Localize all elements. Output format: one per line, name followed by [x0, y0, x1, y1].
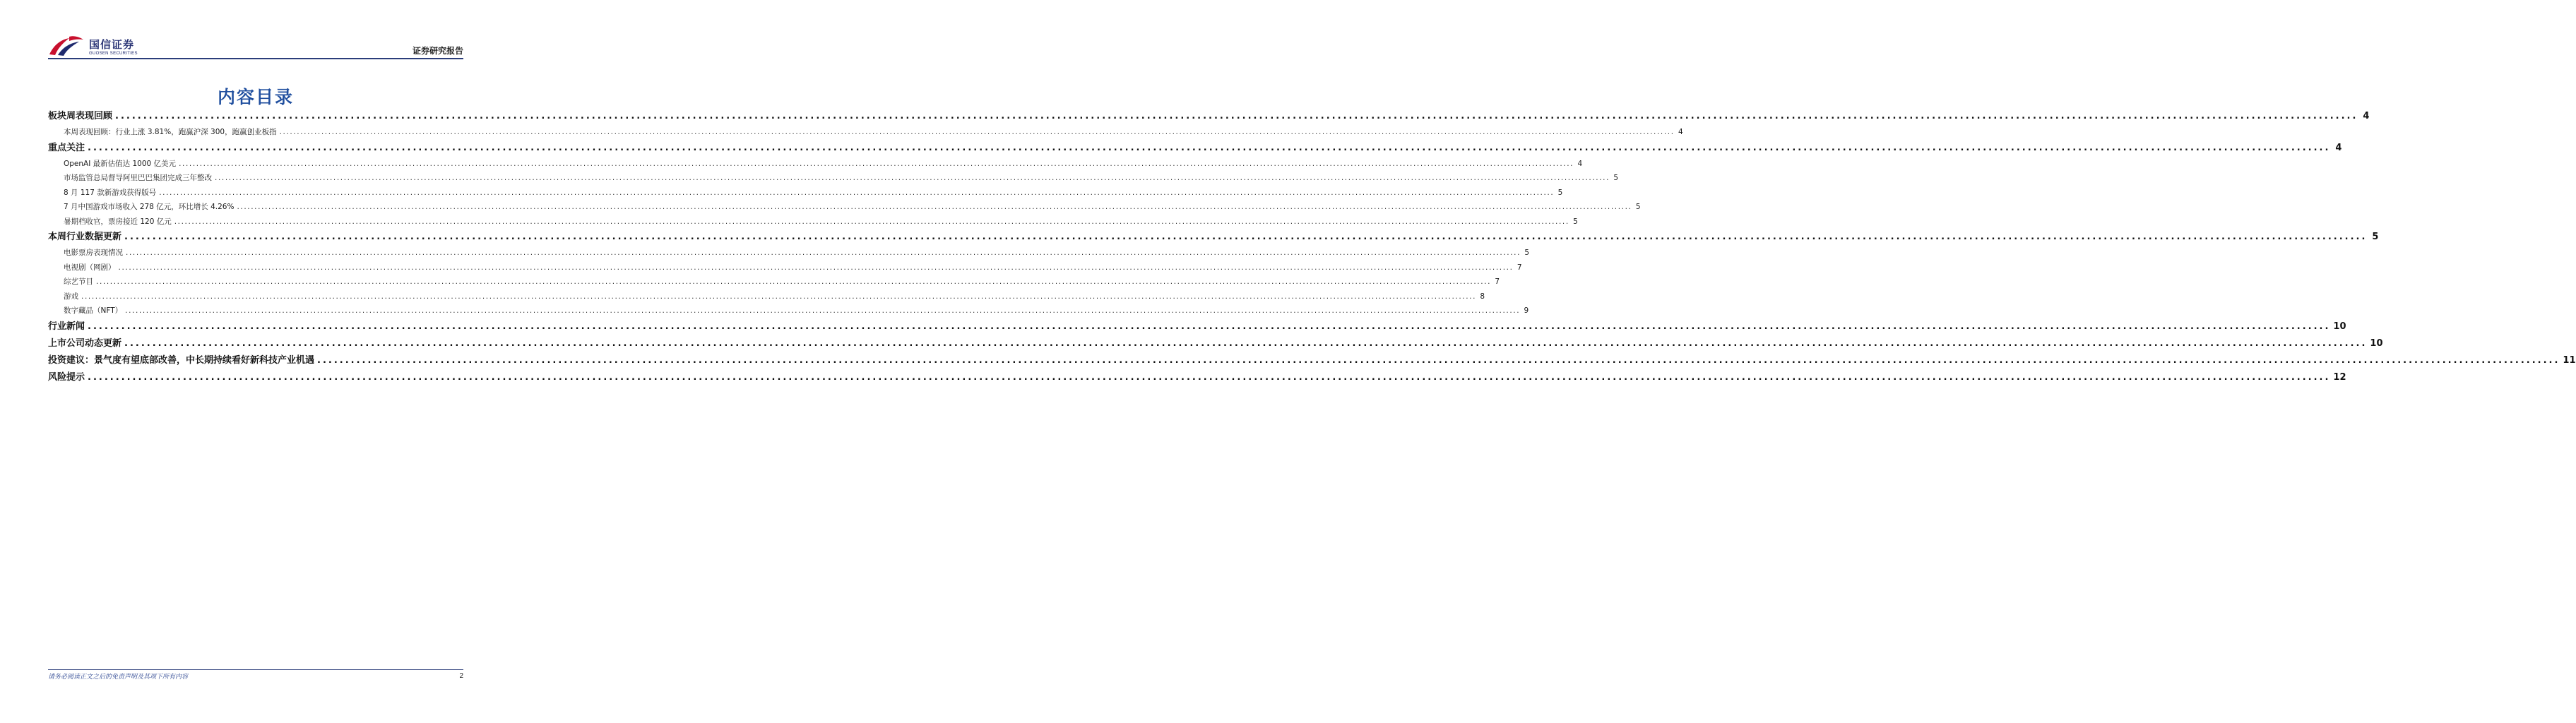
toc-entry-label: OpenAI 最新估值达 1000 亿美元 [64, 159, 177, 168]
toc-dot-leader: ................................................................................................................................................................................................................................................................................................................................................................................................................ [125, 306, 1521, 315]
toc-entry-label: 板块周表现回顾 [48, 111, 113, 121]
toc-entry-label: 综艺节目 [64, 277, 93, 286]
toc-page-number: 5 [1613, 174, 1619, 182]
toc-page-number: 4 [2335, 142, 2342, 153]
toc-page-number: 5 [1557, 188, 1563, 197]
toc-entry-label: 本周行业数据更新 [48, 232, 122, 242]
logo-chinese-name: 国信证券 [89, 38, 135, 51]
toc-section-entry[interactable] [48, 318, 2346, 335]
toc-dot-leader: ................................................................................................................................................................................................................................................................................................................................................................................................................ [126, 249, 1521, 257]
toc-dot-leader: ................................................................................................................................................................................................................................................................................................................................................................................................................ [96, 277, 1492, 286]
toc-page-number: 5 [2372, 232, 2379, 242]
logo-english-name: GUOSEN SECURITIES [89, 52, 138, 56]
toc-entry-label: 重点关注 [48, 142, 85, 153]
table-of-contents [48, 108, 2576, 386]
page-header [48, 35, 463, 61]
footer-divider [48, 669, 463, 670]
toc-dot-leader: ................................................................................................................................................................................................................................................................................................................................................................................................................ [88, 321, 2331, 332]
toc-page-number: 10 [2333, 321, 2346, 332]
toc-subsection-entry[interactable] [48, 186, 1563, 201]
toc-dot-leader: ................................................................................................................................................................................................................................................................................................................................................................................................................ [118, 263, 1514, 272]
toc-page-number: 4 [1678, 128, 1683, 136]
toc-entry-label: 电视剧（网剧） [64, 263, 116, 272]
disclaimer-note: 请务必阅读正文之后的免责声明及其项下所有内容 [48, 674, 189, 681]
toc-title: 内容目录 [217, 87, 294, 107]
toc-page-number: 4 [1577, 159, 1583, 168]
toc-subsection-entry[interactable] [48, 261, 1522, 275]
toc-page-number: 11 [2563, 354, 2576, 366]
toc-entry-label: 7 月中国游戏市场收入 278 亿元，环比增长 4.26% [64, 203, 235, 211]
toc-page-number: 10 [2370, 337, 2383, 349]
toc-dot-leader: ................................................................................................................................................................................................................................................................................................................................................................................................................ [317, 354, 2560, 366]
toc-page-number: 8 [1480, 292, 1485, 301]
toc-entry-label: 市场监管总局督导阿里巴巴集团完成三年整改 [64, 174, 212, 182]
toc-page-number: 5 [1635, 203, 1641, 211]
toc-subsection-entry[interactable] [48, 125, 1683, 140]
toc-entry-label: 行业新闻 [48, 321, 85, 332]
toc-dot-leader: ................................................................................................................................................................................................................................................................................................................................................................................................................ [179, 159, 1574, 168]
toc-dot-leader: ................................................................................................................................................................................................................................................................................................................................................................................................................ [124, 232, 2368, 242]
toc-entry-label: 风险提示 [48, 371, 85, 383]
header-divider [48, 58, 463, 59]
toc-dot-leader: ................................................................................................................................................................................................................................................................................................................................................................................................................ [115, 111, 2358, 121]
toc-section-entry[interactable] [48, 140, 2342, 157]
guosen-logo-mark-icon [48, 35, 85, 56]
toc-entry-label: 游戏 [64, 292, 78, 301]
toc-subsection-entry[interactable] [48, 304, 1529, 318]
toc-dot-leader: ................................................................................................................................................................................................................................................................................................................................................................................................................ [81, 292, 1477, 301]
toc-subsection-entry[interactable] [48, 289, 1485, 304]
toc-section-entry[interactable] [48, 229, 2379, 246]
toc-section-entry[interactable] [48, 108, 2370, 125]
toc-subsection-entry[interactable] [48, 215, 1578, 229]
toc-section-entry[interactable] [48, 352, 2576, 369]
toc-dot-leader: ................................................................................................................................................................................................................................................................................................................................................................................................................ [88, 371, 2331, 383]
toc-section-entry[interactable] [48, 335, 2383, 352]
toc-entry-label: 电影票房表现情况 [64, 249, 123, 257]
toc-subsection-entry[interactable] [48, 171, 1619, 186]
toc-entry-label: 暑期档收官，票房接近 120 亿元 [64, 217, 172, 226]
toc-subsection-entry[interactable] [48, 246, 1530, 261]
toc-dot-leader: ................................................................................................................................................................................................................................................................................................................................................................................................................ [124, 337, 2368, 349]
toc-entry-label: 投资建议：景气度有望底部改善，中长期持续看好新科技产业机遇 [48, 354, 315, 366]
toc-entry-label: 数字藏品（NFT） [64, 306, 123, 315]
toc-page-number: 4 [2363, 111, 2370, 121]
toc-dot-leader: ................................................................................................................................................................................................................................................................................................................................................................................................................ [174, 217, 1569, 226]
toc-subsection-entry[interactable] [48, 200, 1641, 215]
toc-subsection-entry[interactable] [48, 157, 1583, 172]
toc-page-number: 9 [1524, 306, 1529, 315]
toc-dot-leader: ................................................................................................................................................................................................................................................................................................................................................................................................................ [88, 142, 2331, 153]
toc-page-number: 7 [1495, 277, 1500, 286]
toc-section-entry[interactable] [48, 369, 2346, 386]
toc-subsection-entry[interactable] [48, 275, 1500, 289]
toc-dot-leader: ................................................................................................................................................................................................................................................................................................................................................................................................................ [279, 128, 1675, 136]
toc-page-number: 5 [1573, 217, 1578, 226]
toc-entry-label: 8 月 117 款新游戏获得版号 [64, 188, 157, 197]
toc-page-number: 12 [2333, 371, 2346, 383]
page-number: 2 [459, 672, 463, 680]
toc-entry-label: 上市公司动态更新 [48, 337, 122, 349]
report-type-label: 证券研究报告 [412, 46, 463, 56]
toc-page-number: 7 [1516, 263, 1522, 272]
toc-dot-leader: ................................................................................................................................................................................................................................................................................................................................................................................................................ [237, 203, 1632, 211]
toc-dot-leader: ................................................................................................................................................................................................................................................................................................................................................................................................................ [159, 188, 1555, 197]
toc-page-number: 5 [1524, 249, 1530, 257]
toc-entry-label: 本周表现回顾：行业上涨 3.81%，跑赢沪深 300，跑赢创业板指 [64, 128, 277, 136]
guosen-logo [48, 35, 138, 56]
toc-dot-leader: ................................................................................................................................................................................................................................................................................................................................................................................................................ [215, 174, 1610, 182]
